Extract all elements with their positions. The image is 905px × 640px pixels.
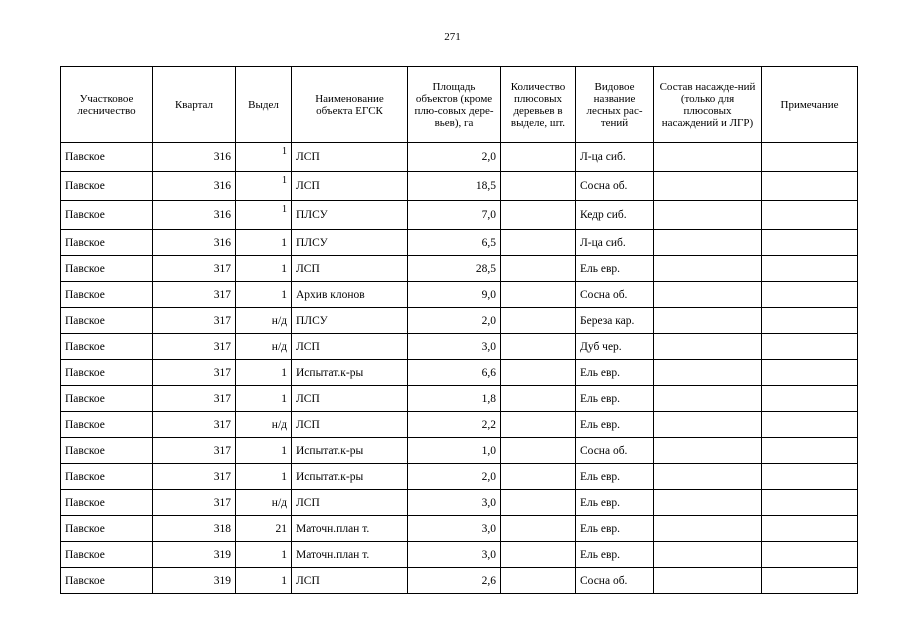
cell-naimenovanie: Испытат.к-ры (292, 464, 408, 490)
cell-vydel: 1 (236, 172, 292, 201)
cell-vydel: 1 (236, 201, 292, 230)
cell-sostav (654, 412, 762, 438)
header-primechanie: Примечание (762, 67, 858, 143)
cell-kvartal: 318 (153, 516, 236, 542)
cell-primechanie (762, 438, 858, 464)
cell-vydel: н/д (236, 490, 292, 516)
header-sostav: Состав насажде-ний (только для плюсовых насаждений и ЛГР) (654, 67, 762, 143)
cell-lesnichestvo: Павское (61, 490, 153, 516)
cell-primechanie (762, 568, 858, 594)
cell-naimenovanie: Маточн.план т. (292, 542, 408, 568)
table-row (61, 308, 858, 334)
cell-kvartal: 317 (153, 386, 236, 412)
header-kvartal: Квартал (153, 67, 236, 143)
cell-kvartal: 317 (153, 308, 236, 334)
cell-ploshchad: 1,0 (408, 438, 501, 464)
cell-sostav (654, 542, 762, 568)
cell-lesnichestvo: Павское (61, 334, 153, 360)
cell-ploshchad: 3,0 (408, 516, 501, 542)
table-body (61, 143, 858, 594)
cell-lesnichestvo: Павское (61, 143, 153, 172)
cell-ploshchad: 28,5 (408, 256, 501, 282)
table-row (61, 386, 858, 412)
cell-vid: Кедр сиб. (576, 201, 654, 230)
cell-kvartal: 317 (153, 490, 236, 516)
cell-sostav (654, 256, 762, 282)
header-ploshchad: Площадь объектов (кроме плю-совых дере-вьев), га (408, 67, 501, 143)
cell-ploshchad: 2,0 (408, 143, 501, 172)
cell-sostav (654, 438, 762, 464)
cell-kolichestvo (501, 308, 576, 334)
cell-naimenovanie: ЛСП (292, 386, 408, 412)
cell-lesnichestvo: Павское (61, 201, 153, 230)
cell-vid: Ель евр. (576, 412, 654, 438)
table-row (61, 360, 858, 386)
cell-ploshchad: 6,5 (408, 230, 501, 256)
cell-kolichestvo (501, 438, 576, 464)
cell-lesnichestvo: Павское (61, 464, 153, 490)
cell-vydel: 1 (236, 438, 292, 464)
cell-ploshchad: 18,5 (408, 172, 501, 201)
cell-naimenovanie: Испытат.к-ры (292, 360, 408, 386)
table-row (61, 282, 858, 308)
cell-kolichestvo (501, 412, 576, 438)
cell-kvartal: 317 (153, 334, 236, 360)
cell-lesnichestvo: Павское (61, 516, 153, 542)
table-row (61, 201, 858, 230)
cell-lesnichestvo: Павское (61, 438, 153, 464)
cell-vid: Ель евр. (576, 386, 654, 412)
cell-naimenovanie: Архив клонов (292, 282, 408, 308)
cell-sostav (654, 360, 762, 386)
cell-vydel: 21 (236, 516, 292, 542)
header-vid: Видовое название лесных рас-тений (576, 67, 654, 143)
cell-primechanie (762, 143, 858, 172)
table-row (61, 516, 858, 542)
cell-kvartal: 316 (153, 172, 236, 201)
cell-primechanie (762, 201, 858, 230)
cell-kolichestvo (501, 490, 576, 516)
cell-vydel: 1 (236, 143, 292, 172)
cell-kvartal: 316 (153, 143, 236, 172)
table-row (61, 438, 858, 464)
table-row (61, 490, 858, 516)
cell-kolichestvo (501, 282, 576, 308)
table-row (61, 230, 858, 256)
cell-primechanie (762, 464, 858, 490)
cell-vydel: 1 (236, 386, 292, 412)
cell-naimenovanie: Испытат.к-ры (292, 438, 408, 464)
cell-ploshchad: 2,6 (408, 568, 501, 594)
cell-kvartal: 317 (153, 412, 236, 438)
header-lesnichestvo: Участковое лесничество (61, 67, 153, 143)
header-naimenovanie: Наименование объекта ЕГСК (292, 67, 408, 143)
cell-sostav (654, 230, 762, 256)
cell-sostav (654, 201, 762, 230)
cell-ploshchad: 2,0 (408, 308, 501, 334)
cell-vydel: 1 (236, 568, 292, 594)
cell-lesnichestvo: Павское (61, 172, 153, 201)
cell-vid: Ель евр. (576, 464, 654, 490)
cell-primechanie (762, 282, 858, 308)
cell-naimenovanie: ЛСП (292, 568, 408, 594)
cell-naimenovanie: ЛСП (292, 490, 408, 516)
cell-ploshchad: 2,0 (408, 464, 501, 490)
cell-naimenovanie: ЛСП (292, 334, 408, 360)
cell-ploshchad: 1,8 (408, 386, 501, 412)
cell-kvartal: 316 (153, 230, 236, 256)
cell-kvartal: 317 (153, 438, 236, 464)
cell-vid: Ель евр. (576, 516, 654, 542)
cell-kolichestvo (501, 568, 576, 594)
cell-primechanie (762, 360, 858, 386)
cell-kolichestvo (501, 201, 576, 230)
cell-primechanie (762, 334, 858, 360)
cell-vid: Сосна об. (576, 568, 654, 594)
cell-vydel: 1 (236, 256, 292, 282)
cell-primechanie (762, 230, 858, 256)
cell-primechanie (762, 490, 858, 516)
table-row (61, 542, 858, 568)
cell-ploshchad: 7,0 (408, 201, 501, 230)
table-row (61, 172, 858, 201)
cell-vid: Ель евр. (576, 490, 654, 516)
header-kolichestvo: Количество плюсовых деревьев в выделе, шт. (501, 67, 576, 143)
cell-vid: Ель евр. (576, 360, 654, 386)
cell-vydel: 1 (236, 360, 292, 386)
cell-primechanie (762, 308, 858, 334)
cell-vid: Сосна об. (576, 282, 654, 308)
cell-lesnichestvo: Павское (61, 308, 153, 334)
cell-naimenovanie: ЛСП (292, 172, 408, 201)
cell-ploshchad: 2,2 (408, 412, 501, 438)
cell-lesnichestvo: Павское (61, 568, 153, 594)
cell-kolichestvo (501, 172, 576, 201)
cell-sostav (654, 516, 762, 542)
cell-sostav (654, 386, 762, 412)
cell-sostav (654, 308, 762, 334)
cell-kolichestvo (501, 256, 576, 282)
cell-vydel: 1 (236, 282, 292, 308)
cell-naimenovanie: ПЛСУ (292, 308, 408, 334)
cell-kvartal: 317 (153, 282, 236, 308)
cell-vydel: н/д (236, 412, 292, 438)
cell-primechanie (762, 256, 858, 282)
table-row (61, 334, 858, 360)
cell-vid: Л-ца сиб. (576, 230, 654, 256)
cell-vydel: н/д (236, 308, 292, 334)
cell-vydel: 1 (236, 542, 292, 568)
cell-kolichestvo (501, 542, 576, 568)
cell-kvartal: 316 (153, 201, 236, 230)
cell-vydel: 1 (236, 230, 292, 256)
cell-sostav (654, 172, 762, 201)
table-row (61, 412, 858, 438)
cell-primechanie (762, 412, 858, 438)
cell-lesnichestvo: Павское (61, 412, 153, 438)
cell-lesnichestvo: Павское (61, 230, 153, 256)
cell-kolichestvo (501, 360, 576, 386)
cell-naimenovanie: Маточн.план т. (292, 516, 408, 542)
cell-sostav (654, 282, 762, 308)
cell-primechanie (762, 386, 858, 412)
header-vydel: Выдел (236, 67, 292, 143)
cell-naimenovanie: ЛСП (292, 412, 408, 438)
cell-kolichestvo (501, 143, 576, 172)
cell-sostav (654, 568, 762, 594)
egsk-objects-table (60, 66, 858, 594)
cell-naimenovanie: ЛСП (292, 143, 408, 172)
cell-primechanie (762, 516, 858, 542)
cell-lesnichestvo: Павское (61, 386, 153, 412)
cell-lesnichestvo: Павское (61, 282, 153, 308)
cell-sostav (654, 490, 762, 516)
cell-sostav (654, 464, 762, 490)
table-row (61, 143, 858, 172)
cell-kolichestvo (501, 334, 576, 360)
cell-vydel: н/д (236, 334, 292, 360)
table-header-row (61, 67, 858, 143)
cell-lesnichestvo: Павское (61, 542, 153, 568)
cell-vid: Дуб чер. (576, 334, 654, 360)
cell-vid: Сосна об. (576, 172, 654, 201)
cell-kvartal: 317 (153, 464, 236, 490)
cell-kvartal: 317 (153, 256, 236, 282)
cell-ploshchad: 3,0 (408, 542, 501, 568)
cell-sostav (654, 143, 762, 172)
cell-ploshchad: 3,0 (408, 334, 501, 360)
cell-sostav (654, 334, 762, 360)
cell-primechanie (762, 542, 858, 568)
cell-kvartal: 317 (153, 360, 236, 386)
cell-vid: Ель евр. (576, 256, 654, 282)
cell-kolichestvo (501, 464, 576, 490)
cell-ploshchad: 6,6 (408, 360, 501, 386)
table-row (61, 464, 858, 490)
cell-naimenovanie: ПЛСУ (292, 201, 408, 230)
cell-ploshchad: 9,0 (408, 282, 501, 308)
page-number: 271 (444, 31, 461, 43)
cell-vid: Л-ца сиб. (576, 143, 654, 172)
table-row (61, 256, 858, 282)
cell-vid: Береза кар. (576, 308, 654, 334)
cell-naimenovanie: ЛСП (292, 256, 408, 282)
cell-kvartal: 319 (153, 542, 236, 568)
cell-kolichestvo (501, 386, 576, 412)
cell-vid: Сосна об. (576, 438, 654, 464)
cell-ploshchad: 3,0 (408, 490, 501, 516)
cell-naimenovanie: ПЛСУ (292, 230, 408, 256)
cell-kolichestvo (501, 516, 576, 542)
table-row (61, 568, 858, 594)
cell-vydel: 1 (236, 464, 292, 490)
cell-primechanie (762, 172, 858, 201)
cell-kvartal: 319 (153, 568, 236, 594)
cell-lesnichestvo: Павское (61, 360, 153, 386)
cell-vid: Ель евр. (576, 542, 654, 568)
cell-kolichestvo (501, 230, 576, 256)
cell-lesnichestvo: Павское (61, 256, 153, 282)
